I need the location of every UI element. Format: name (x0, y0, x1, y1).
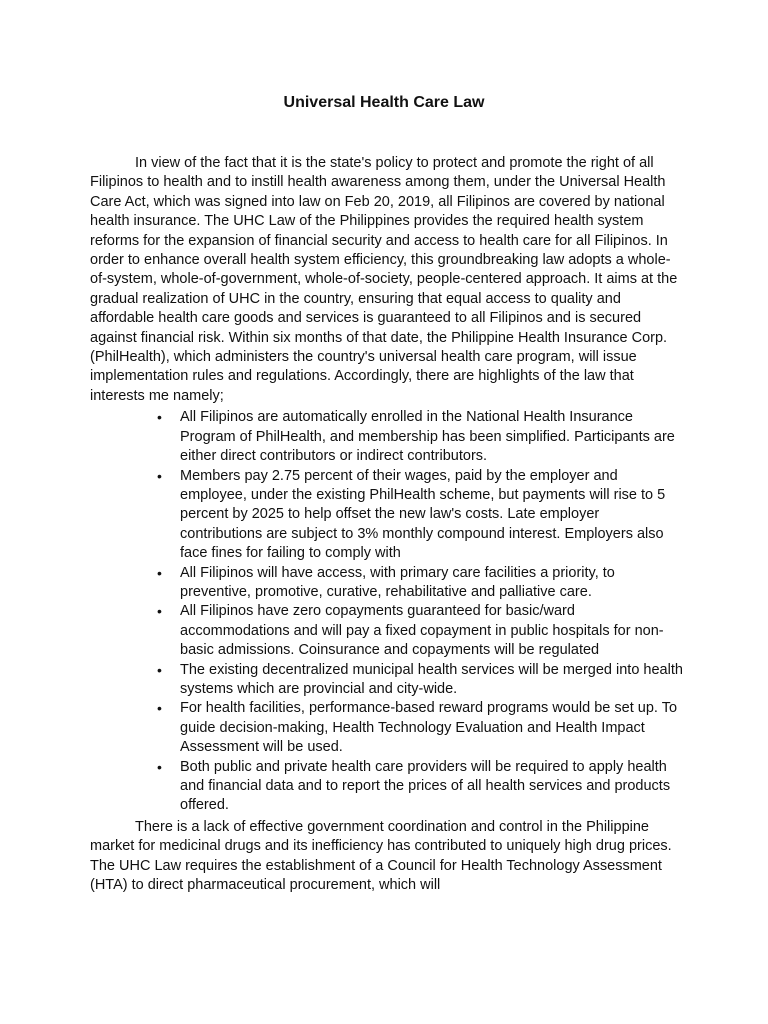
list-item: • For health facilities, performance-based reward programs would be set up. To guide decision-making, Health Technology Evaluation and Health Impact Assessment will be used. (180, 699, 685, 757)
list-item: • All Filipinos are automatically enrolled in the National Health Insurance Program of PhilHealth, and membership has been simplified. Participants are either direct contributors or indirect contributors. (180, 408, 685, 466)
list-item: • Members pay 2.75 percent of their wages, paid by the employer and employee, under the existing PhilHealth scheme, but payments will rise to 5 percent by 2025 to help offset the new law's costs. Late employer contributions are subject to 3% monthly compound interest. Employers also face fines for failing to comply with (180, 467, 685, 564)
highlights-list (90, 408, 685, 816)
intro-paragraph: In view of the fact that it is the state's policy to protect and promote the right of all Filipinos to health and to instill health awareness among them, under the Universal Health Care Act, which was signed into law on Feb 20, 2019, all Filipinos are covered by national health insurance. The UHC Law of the Philippines provides the required health system reforms for the expansion of financial security and access to health care for all Filipinos. In order to enhance overall health system efficiency, this groundbreaking law adopts a whole-of-system, whole-of-government, whole-of-society, people-centered approach. It aims at the gradual realization of UHC in the country, ensuring that equal access to quality and affordable health care goods and services is guaranteed to all Filipinos and is secured against financial risk. Within six months of that date, the Philippine Health Insurance Corp. (PhilHealth), which administers the country's universal health care program, will issue implementation rules and regulations. Accordingly, there are highlights of the law that interests me namely; (90, 155, 678, 404)
closing-paragraph: There is a lack of effective government coordination and control in the Philippine market for medicinal drugs and its inefficiency has contributed to uniquely high drug prices. The UHC Law requires the establishment of a Council for Health Technology Assessment (HTA) to direct pharmaceutical procurement, which will (90, 818, 672, 894)
list-item: • All Filipinos have zero copayments guaranteed for basic/ward accommodations and will pay a fixed copayment in public hospitals for non-basic admissions. Coinsurance and copayments will be regulated (180, 602, 685, 660)
list-item: • Both public and private health care providers will be required to apply health and financial data and to report the prices of all health services and products offered. (180, 758, 685, 816)
document-body (90, 154, 685, 895)
document-title: Universal Health Care Law (283, 94, 485, 111)
list-item: • All Filipinos will have access, with primary care facilities a priority, to preventive, promotive, curative, rehabilitative and palliative care. (180, 564, 685, 603)
list-item: • The existing decentralized municipal health services will be merged into health systems which are provincial and city-wide. (180, 661, 685, 700)
